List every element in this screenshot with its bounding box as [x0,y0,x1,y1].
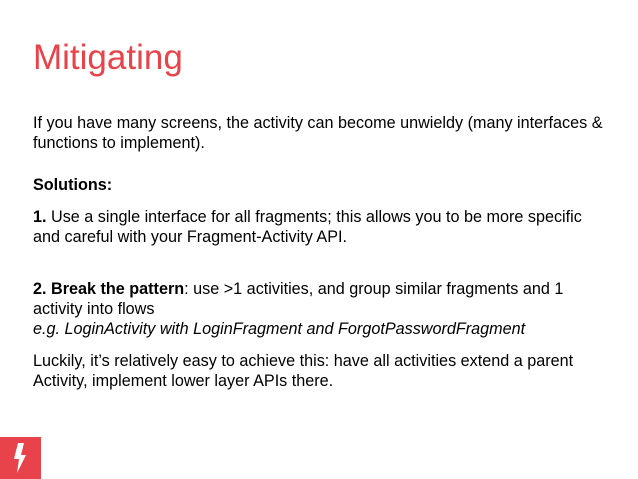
solution-1-number: 1. [33,208,47,226]
solution-1-paragraph [33,207,603,247]
closing-paragraph: Luckily, it’s relatively easy to achieve this: have all activities extend a parent Activity, implement lower layer APIs there. [33,352,574,390]
brand-logo [0,437,41,479]
lightning-bolt-icon [12,441,30,475]
solutions-heading: Solutions: [33,176,113,194]
slide-body [33,113,603,391]
intro-paragraph: If you have many screens, the activity can become unwieldy (many interfaces & functions to implement). [33,114,603,152]
solution-2-lead: 2. Break the pattern [33,280,185,298]
solution-2-paragraph [33,279,603,339]
solution-2-text: : use >1 activities, and group similar fragments and 1 activity into flows [33,280,564,318]
solution-2-example: e.g. LoginActivity with LoginFragment and ForgotPasswordFragment [33,320,526,338]
solution-1-text: Use a single interface for all fragments; this allows you to be more specific and careful with your Fragment-Activity API. [33,208,582,246]
slide-title: Mitigating [33,38,183,77]
